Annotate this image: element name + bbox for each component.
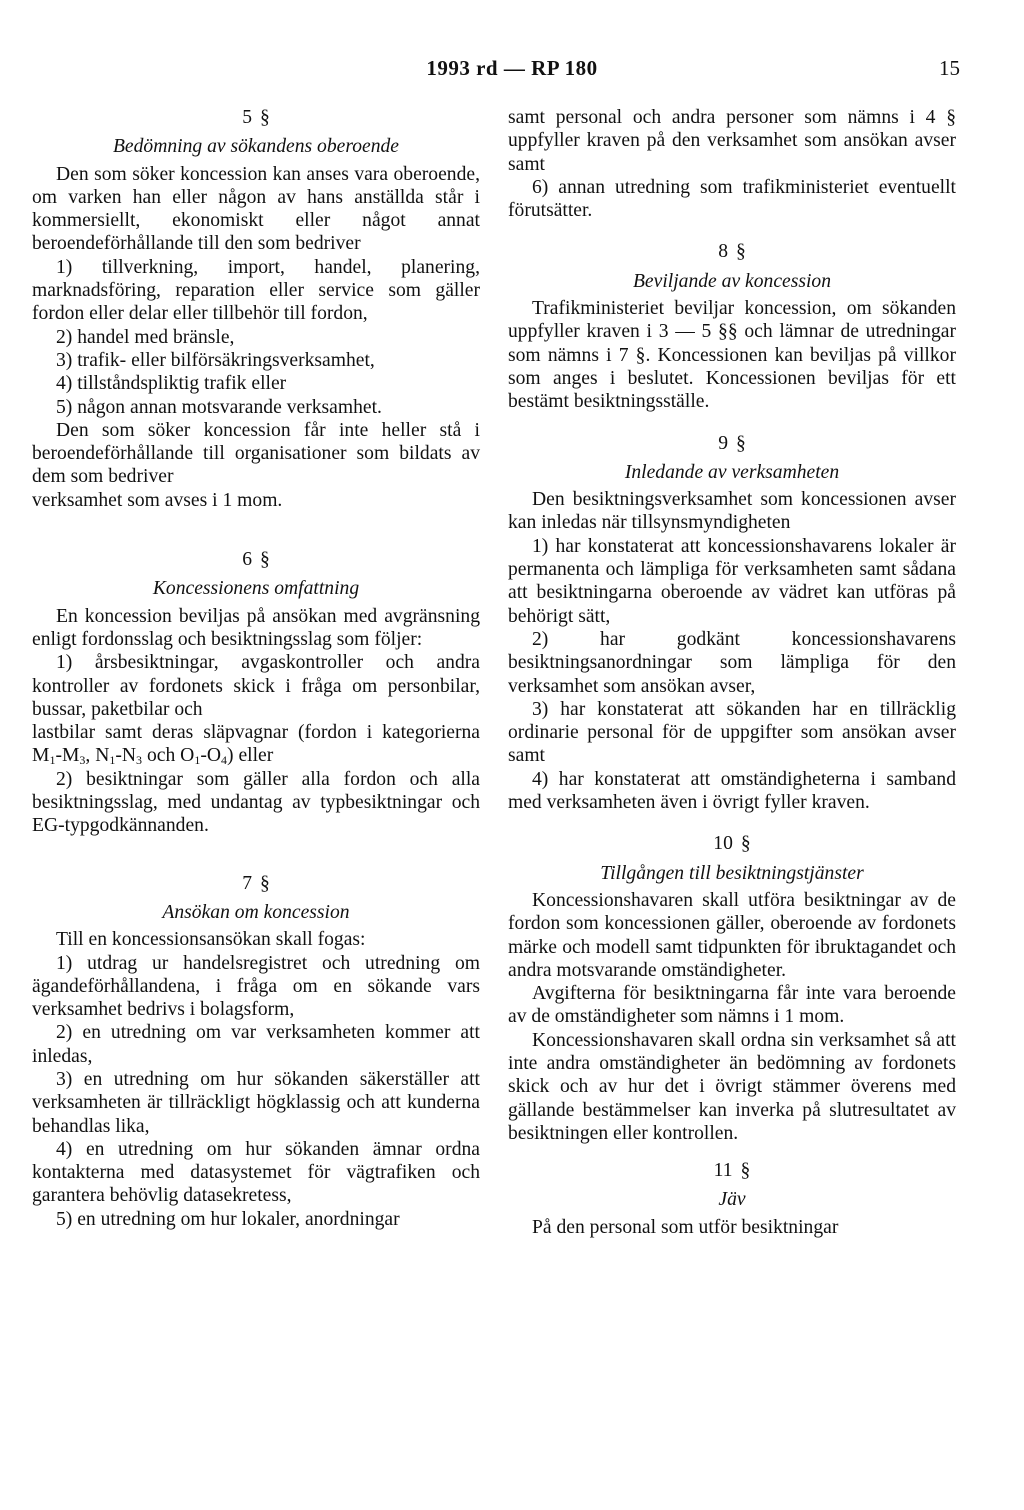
section-10-title: Tillgången till besiktningstjänster xyxy=(600,862,864,884)
paragraph: Den besiktningsverksamhet som koncessionen avser kan inledas när tillsynsmyndigheten xyxy=(508,489,956,534)
section-10-heading xyxy=(508,832,956,855)
section-6-title: Koncessionens omfattning xyxy=(152,578,360,600)
section-sign: § xyxy=(740,833,751,855)
list-item: 1) utdrag ur handelsregistret och utredning om ägandeförhållandena, i fråga om en sökande vars verksamhet bedrivs i bolagsform, xyxy=(32,952,480,1021)
subscript: 3 xyxy=(79,753,86,768)
section-8-heading xyxy=(508,240,956,263)
section-number: 5 xyxy=(242,107,252,128)
left-column xyxy=(32,106,480,1231)
list-item: 4) har konstaterat att omständigheterna i samband med verksamheten även i övrigt fyller kraven. xyxy=(508,768,956,814)
page-number: 15 xyxy=(939,56,960,80)
list-item: 4) en utredning om hur sökanden ämnar ordna kontakterna med datasystemet för vägtrafiken och garantera behövlig datasekretess, xyxy=(32,1138,480,1207)
list-item: 6) annan utredning som trafikministeriet eventuellt förutsätter. xyxy=(508,176,956,222)
section-sign: § xyxy=(736,241,746,263)
section-sign: § xyxy=(260,107,270,128)
section-9-heading xyxy=(508,432,956,455)
section-5-heading xyxy=(32,106,480,129)
section-5-title: Bedömning av sökandens oberoende xyxy=(112,136,400,158)
category-m: M xyxy=(61,745,80,767)
section-sign: § xyxy=(736,432,746,454)
subscript: 4 xyxy=(221,753,227,768)
paragraph: Koncessionshavaren skall utföra besiktningar av de fordon som koncessionen gäller, oberoende av fordonets märke och modell samt tidpunkten för ibruktagandet och andra motsvarande omständigheter. xyxy=(508,889,956,981)
running-head: 1993 rd — RP 180 xyxy=(426,56,598,80)
conjunction: eller xyxy=(238,745,274,767)
list-item: 2) en utredning om var verksamheten kommer att inledas, xyxy=(32,1022,480,1067)
list-item: 1) tillverkning, import, handel, planering, marknadsföring, reparation eller service som gäller fordon eller delar eller tillbehör till fordon, xyxy=(32,256,480,325)
section-sign: § xyxy=(740,1160,751,1182)
paragraph: Till en koncessionsansökan skall fogas: xyxy=(56,929,366,951)
section-6-heading xyxy=(32,548,480,571)
section-number: 10 xyxy=(713,833,733,855)
section-number: 7 xyxy=(242,872,252,894)
list-item: 2) besiktningar som gäller alla fordon och alla besiktningsslag, med undantag av typbesiktningar och EG-typgodkännanden. xyxy=(32,768,480,837)
subscript: 3 xyxy=(136,753,143,768)
subscript: 1 xyxy=(194,753,201,768)
conjunction: och xyxy=(146,745,176,767)
list-item: 3) en utredning om hur sökanden säkerställer att verksamheten är tillräckligt högklassig och att kunderna behandlas lika, xyxy=(32,1068,480,1137)
subscript: 1 xyxy=(109,753,116,768)
list-item: 3) trafik- eller bilförsäkringsverksamhet, xyxy=(56,349,375,371)
paragraph-continuation: verksamhet som avses i 1 mom. xyxy=(32,489,283,511)
paragraph: På den personal som utför besiktningar xyxy=(532,1216,839,1238)
paragraph: Den som söker koncession kan anses vara oberoende, om varken han eller någon av hans anställda står i kommersiellt, ekonomiskt eller något annat beroendeförhållande till den som bedriver xyxy=(32,163,480,255)
section-sign: § xyxy=(260,549,270,571)
category-n: N xyxy=(121,745,137,767)
list-item: 4) tillståndspliktig trafik eller xyxy=(56,373,287,395)
section-number: 6 xyxy=(242,549,252,571)
section-number: 8 xyxy=(718,241,728,263)
section-11-title: Jäv xyxy=(718,1189,746,1211)
section-7-title: Ansökan om koncession xyxy=(162,901,350,923)
section-number: 11 xyxy=(713,1160,733,1182)
paragraph: Avgifterna för besiktningarna får inte vara beroende av de omständigheter som nämns i 1 mom. xyxy=(508,983,956,1028)
vehicle-category-text: lastbilar samt deras släpvagnar (fordon i kategorierna xyxy=(32,722,480,744)
category-o: O xyxy=(180,745,195,767)
paragraph: Den som söker koncession får inte heller stå i beroendeförhållande till organisationer som bildats av dem som bedriver xyxy=(32,419,480,488)
paragraph: En koncession beviljas på ansökan med avgränsning enligt fordonsslag och besiktningsslag som följer: xyxy=(32,605,480,650)
list-item-continuation: lastbilar samt deras släpvagnar (fordon i kategorierna $M_1-M_3$, $N_1-N_3$ och $O_1-O_4$) eller xyxy=(32,722,480,768)
list-item: 1) har konstaterat att koncessionshavarens lokaler är permanenta och lämpliga för verksamheten samt sådana att besiktningarna oberoende av vädret kan utföras på behörigt sätt, xyxy=(508,535,956,627)
section-sign: § xyxy=(260,872,270,894)
section-7-heading xyxy=(32,872,480,895)
list-item: 5) en utredning om hur lokaler, anordningar xyxy=(56,1208,400,1230)
category-n: N xyxy=(95,745,110,767)
right-column xyxy=(508,106,956,1239)
category-o: O xyxy=(206,745,221,767)
paragraph: Trafikministeriet beviljar koncession, om sökanden uppfyller kraven i 3 — 5 §§ och lämnar de utredningar som nämns i 7 §. Koncessionen kan beviljas på villkor som anges i beslutet. Koncessionen beviljas för ett bestämt besiktningsställe. xyxy=(508,298,956,413)
section-11-heading xyxy=(508,1159,956,1182)
section-9-title: Inledande av verksamheten xyxy=(624,461,840,483)
subscript: 1 xyxy=(49,753,56,768)
list-item: 2) handel med bränsle, xyxy=(56,326,235,348)
paragraph: Koncessionshavaren skall ordna sin verksamhet så att inte andra omständigheter än bedömning av fordonets skick och av hur det i övrigt stämmer överens med gällande bestämmelser kan inverka på slutresultatet av besiktningen eller kontrollen. xyxy=(508,1029,956,1144)
list-item: 1) årsbesiktningar, avgaskontroller och andra kontroller av fordonets skick i fråga om personbilar, bussar, paketbilar och xyxy=(32,652,480,720)
list-item: 5) någon annan motsvarande verksamhet. xyxy=(56,396,382,418)
section-number: 9 xyxy=(718,432,728,454)
page-header xyxy=(0,56,1024,86)
list-item: 3) har konstaterat att sökanden har en tillräcklig ordinarie personal för de uppgifter som ansökan avser samt xyxy=(508,698,956,767)
list-item: 2) har godkänt koncessionshavarens besiktningsanordningar som lämpliga för den verksamhet som ansökan avser, xyxy=(508,628,956,697)
paragraph-continuation: samt personal och andra personer som nämns i 4 § uppfyller kraven på den verksamhet som ansökan avser samt xyxy=(508,107,956,175)
section-8-title: Beviljande av koncession xyxy=(632,270,832,292)
category-m: M xyxy=(32,745,50,767)
